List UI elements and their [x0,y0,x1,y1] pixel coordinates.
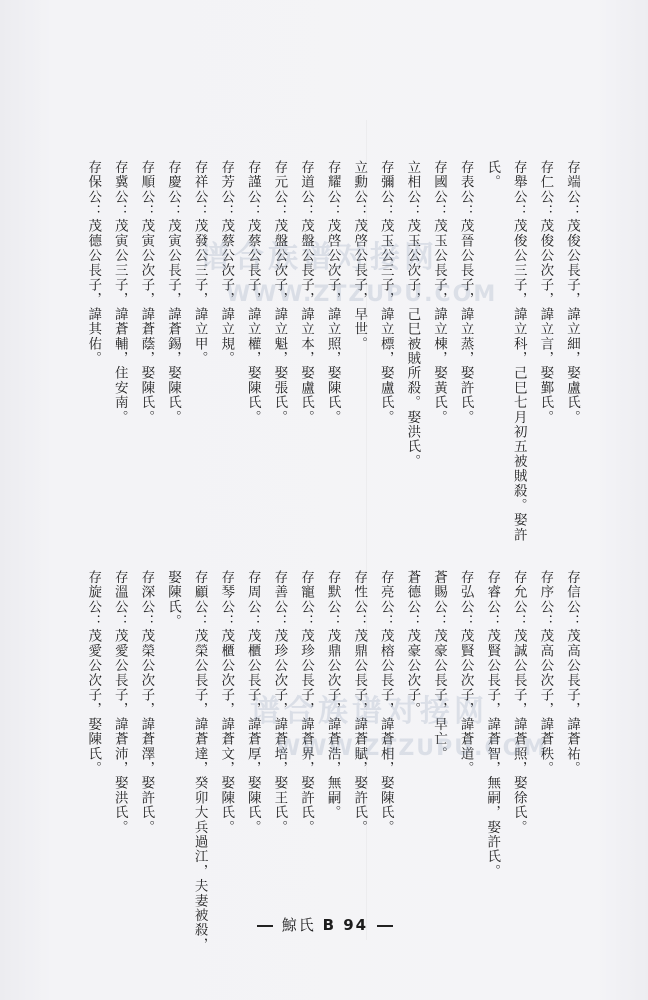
genealogy-entry: 存序公：茂高公次子，諱蒼秩。 [537,570,554,776]
genealogy-entry: 存睿公：茂賢公長子，諱蒼智，無嗣，娶許氏。 [484,570,501,879]
page-number: B 94 [322,916,369,934]
genealogy-entry: 存顧公：茂榮公長子，諱蒼達，癸卯大兵過江，夫妻被殺， [191,570,208,953]
genealogy-entry: 氏。 [484,160,501,190]
genealogy-entry: 存元公：茂盤公次子，諱立魁，娶張氏。 [271,160,288,425]
genealogy-entry: 存慶公：茂寅公長子，諱蒼錫，娶陳氏。 [165,160,181,425]
footer-dash [377,925,393,927]
genealogy-entry: 存國公：茂玉公長子，諱立棟，娶黃氏。 [431,160,447,425]
genealogy-entry: 存冀公：茂寅公三子，諱蒼輔，住安南。 [111,160,128,425]
watermark-url: WWW.ZTZUPU.COM [276,736,548,761]
watermark-text: 谱合族谱对接网 [200,240,438,275]
genealogy-entry: 存耀公：茂啓公次子，諱立照，娶陳氏。 [324,160,341,425]
page-footer [255,914,395,935]
genealogy-entry: 存允公：茂誠公長子，諱蒼照，娶徐氏。 [510,570,527,835]
genealogy-entry: 存保公：茂德公長子，諱其佑。 [85,160,102,366]
genealogy-entry: 存順公：茂寅公次子，諱蒼蔭，娶陳氏。 [138,160,155,425]
watermark-text: 谱合族谱对接网 [250,694,488,729]
genealogy-entry: 存祥公：茂發公三子，諱立甲。 [191,160,208,366]
footer-dash [257,925,273,927]
genealogy-entry: 存仁公：茂俊公次子，諱立言，娶鄞氏。 [537,160,554,425]
genealogy-entry: 立相公：茂玉公次子，己巳被賊所殺。娶洪氏。 [404,160,421,469]
genealogy-entry: 存表公：茂晉公長子，諱立蒸，娶許氏。 [457,160,474,425]
genealogy-entry: 存道公：茂盤公長子，諱立本，娶盧氏。 [298,160,314,425]
genealogy-entry: 存芳公：茂蔡公次子，諱立規。 [218,160,235,366]
genealogy-entry: 存弘公：茂賢公次子，諱蒼道。 [457,570,474,776]
genealogy-entry: 存彌公：茂玉公三子，諱立標，娶盧氏。 [377,160,394,425]
genealogy-entry: 存謹公：茂蔡公長子，諱立權，娶陳氏。 [244,160,261,425]
genealogy-entry: 存周公：茂櫃公長子，諱蒼厚，娶陳氏。 [244,570,261,835]
genealogy-entry: 存溫公：茂愛公長子，諱蒼沛，娶洪氏。 [111,570,128,835]
genealogy-entry: 立勳公：茂啓公長子，早世。 [351,160,368,352]
genealogy-entry: 存性公：茂鼎公長子，諱蒼賦，娶許氏。 [351,570,368,835]
watermark-url: WWW.ZTZUPU.COM [226,282,498,307]
genealogy-entry: 存信公：茂高公長子，諱蒼祐。 [564,570,580,776]
genealogy-entry: 存琴公：茂櫃公次子，諱蒼文，娶陳氏。 [218,570,235,835]
genealogy-entry: 存旋公：茂愛公次子，娶陳氏。 [85,570,102,776]
genealogy-entry: 蒼德公：茂豪公次子。 [404,570,421,717]
genealogy-entry: 蒼賜公：茂豪公長子，早亡。 [431,570,447,762]
genealogy-entry: 存寵公：茂珍公長子，諱蒼界，娶許氏。 [298,570,314,835]
genealogy-entry: 存默公：茂鼎公次子，諱蒼浩，無嗣。 [324,570,341,820]
genealogy-entry: 存舉公：茂俊公三子，諱立科，己巳七月初五被賊殺。娶許 [510,160,527,543]
footer-label: 鯨氏 [281,916,316,934]
genealogy-entry: 存深公：茂榮公次子，諱蒼澤，娶許氏。 [138,570,155,835]
genealogy-entry: 存端公：茂俊公長子，諱立細，娶盧氏。 [564,160,580,425]
genealogy-entry: 存亮公：茂榕公長子，諱蒼相，娶陳氏。 [377,570,394,835]
genealogy-entry: 娶陳氏。 [165,570,181,629]
genealogy-entry: 存善公：茂珍公次子，諱蒼培，娶王氏。 [271,570,288,835]
